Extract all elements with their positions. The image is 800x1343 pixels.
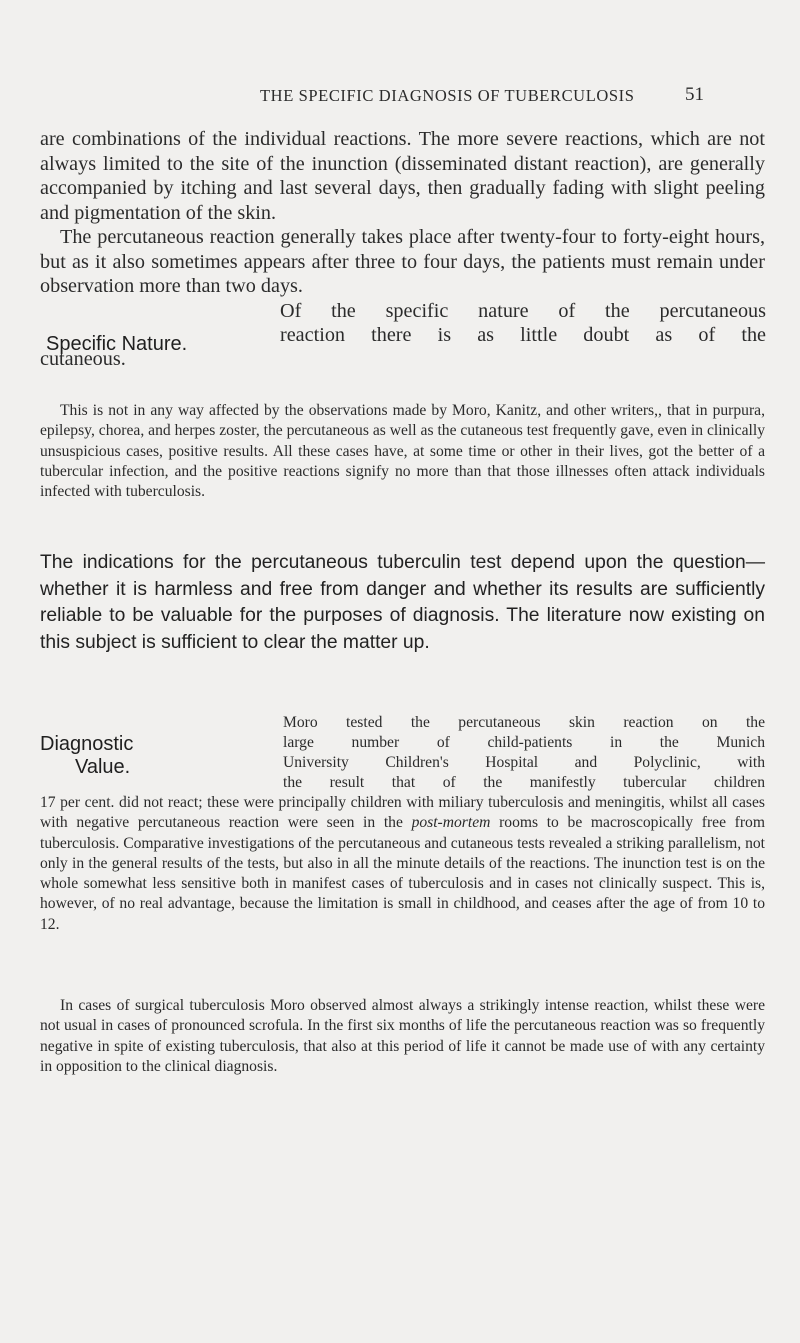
sidehead-diagnostic: Diagnostic <box>40 733 134 755</box>
sidehead-specific-nature: Specific Nature. <box>46 333 188 355</box>
page-header <box>0 86 800 110</box>
note-paragraph: This is not in any way affected by the observations made by Moro, Kanitz, and other writers,, that in purpura, epilepsy, chorea, and herpes zoster, the percutaneous as well as the cutaneous test frequently gave, even in clinically unsuspicious cases, positive results. All these cases have, at some time or other in their lives, got the better of a tubercular infection, and the positive reactions signify no more than that those illnesses often attack individuals infected with tuberculosis. <box>40 402 765 501</box>
diagnostic-line-3: University Children's Hospital and Polyclinic, with <box>283 754 765 771</box>
diagnostic-text-before-italic: 17 per cent. did not react; these were principally children with miliary tuberculosis and meningitis, whilst all cases with negative percutaneous reaction were seen in the <box>40 794 765 832</box>
indications-paragraph: The indications for the percutaneous tuberculin test depend upon the question—whether it is harmless and free from danger and whether its results are sufficiently reliable to be valuable for the purposes of diagnosis. The literature now existing on this subject is sufficient to clear the matter up. <box>40 552 765 653</box>
diagnostic-line-4: the result that of the manifestly tubercular children <box>283 774 765 791</box>
intro-paragraph-1: are combinations of the individual reactions. The more severe reactions, which are not always limited to the site of the inunction (disseminated distant reaction), are generally accompanied by itching and last several days, then gradually fading with slight peeling and pigmentation of the skin. <box>40 128 765 224</box>
diagnostic-italic-term: post-mortem <box>411 814 491 832</box>
page-number: 51 <box>685 84 704 105</box>
surgical-tuberculosis-paragraph: In cases of surgical tuberculosis Moro observed almost always a strikingly intense reaction, whilst these were not usual in cases of pronounced scrofula. In the first six months of life the percutaneous reaction was so frequently negative in spite of existing tuberculosis, that also at this period of life it cannot be made use of with any certainty in opposition to the clinical diagnosis. <box>40 997 765 1075</box>
diagnostic-line-2: large number of child-patients in the Munich <box>283 734 765 751</box>
diagnostic-text-after-italic: rooms to be macroscopically free from tuberculosis. Comparative investigations of the percutaneous and cutaneous tests revealed a striking parallelism, not only in the general results of the tests, but also in all the minute details of the reactions. The inunction test is on the whole somewhat less sensitive both in manifest cases of tuberculosis and in cases not clinically suspect. This is, however, of no real advantage, because the limitation is small in childhood, and ceases after the age of from 10 to 12. <box>40 814 765 933</box>
intro-paragraph-2: The percutaneous reaction generally takes place after twenty-four to forty-eight hours, but as it also sometimes appears after three to four days, the patients must remain under observation more than two days. <box>40 226 765 297</box>
diagnostic-line-1: Moro tested the percutaneous skin reaction on the <box>283 714 765 731</box>
diagnostic-continuation <box>40 793 765 935</box>
specific-nature-line-3: cutaneous. <box>40 348 126 370</box>
running-title: THE SPECIFIC DIAGNOSIS OF TUBERCULOSIS <box>260 86 635 105</box>
specific-nature-line-1: Of the specific nature of the percutaneous <box>280 300 766 322</box>
sidehead-value: Value. <box>75 756 131 778</box>
specific-nature-line-2: reaction there is as little doubt as of the <box>280 324 766 346</box>
